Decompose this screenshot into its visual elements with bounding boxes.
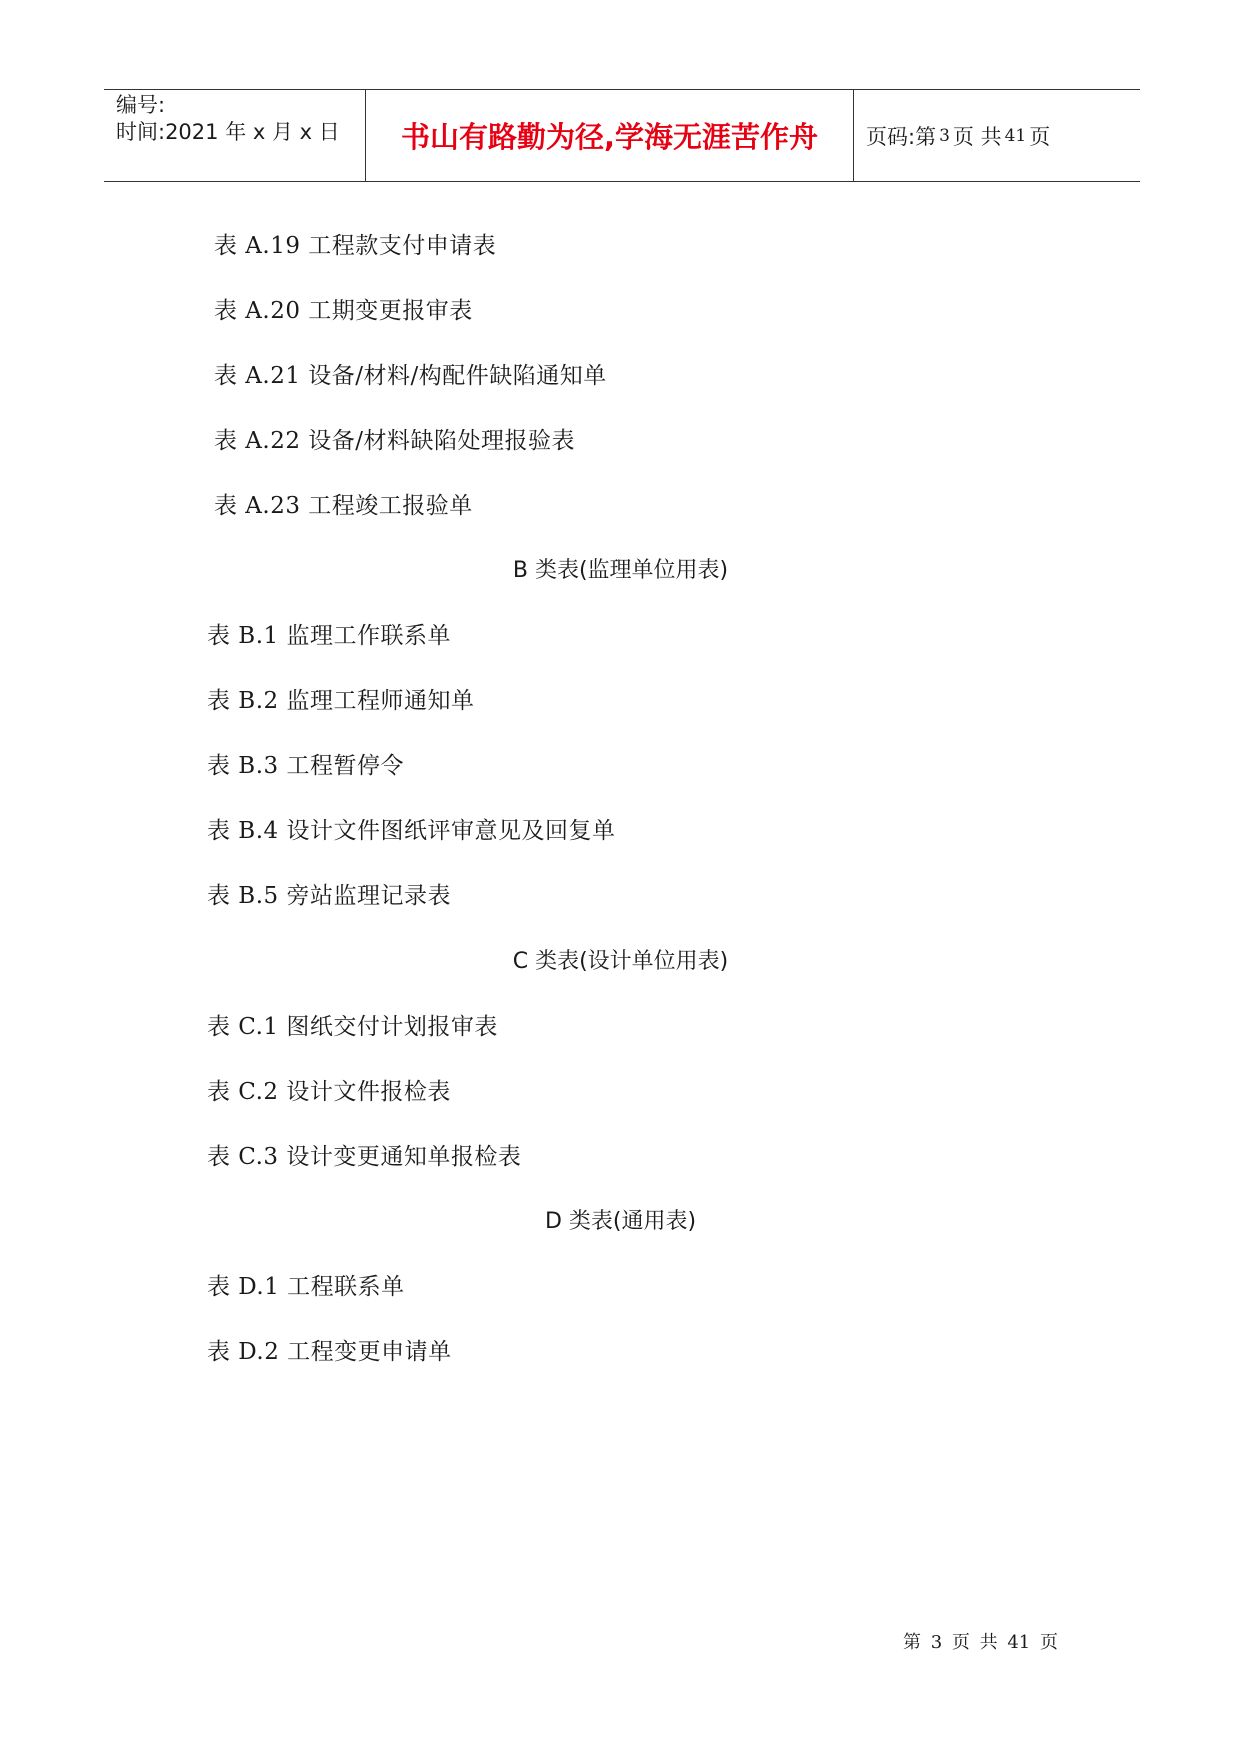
toc-item-b1: 表 B.1 监理工作联系单: [207, 623, 451, 649]
motto: 书山有路勤为径,学海无涯苦作舟: [400, 120, 819, 154]
toc-item-c2: 表 C.2 设计文件报检表: [207, 1079, 451, 1105]
toc-item-b5: 表 B.5 旁站监理记录表: [207, 883, 451, 909]
page-current: 3: [939, 125, 950, 146]
toc-item-a19: 表 A.19 工程款支付申请表: [214, 233, 497, 259]
header-motto-cell: [366, 90, 854, 181]
page-footer: 第 3 页 共 41 页: [903, 1632, 1058, 1653]
toc-item-a20: 表 A.20 工期变更报审表: [214, 298, 473, 324]
time-label: 时间:2021 年 x 月 x 日: [116, 120, 340, 144]
page-total: 41: [1004, 125, 1027, 146]
header-meta: [104, 90, 366, 181]
page-header: [104, 89, 1140, 182]
toc-item-a21: 表 A.21 设备/材料/构配件缺陷通知单: [214, 363, 607, 389]
toc-item-b4: 表 B.4 设计文件图纸评审意见及回复单: [207, 818, 616, 844]
section-heading-c: C 类表(设计单位用表): [512, 949, 729, 974]
toc-item-c1: 表 C.1 图纸交付计划报审表: [207, 1014, 498, 1040]
toc-item-d2: 表 D.2 工程变更申请单: [207, 1339, 452, 1365]
toc-item-b2: 表 B.2 监理工程师通知单: [207, 688, 475, 714]
toc-item-a23: 表 A.23 工程竣工报验单: [214, 493, 473, 519]
section-heading-b: B 类表(监理单位用表): [512, 558, 729, 583]
toc-item-c3: 表 C.3 设计变更通知单报检表: [207, 1144, 522, 1170]
toc-item-a22: 表 A.22 设备/材料缺陷处理报验表: [214, 428, 576, 454]
page-suffix: 页: [1029, 124, 1051, 149]
number-label: 编号:: [116, 93, 166, 117]
page-mid: 页 共: [952, 124, 1002, 149]
toc-item-d1: 表 D.1 工程联系单: [207, 1274, 405, 1300]
page-prefix: 页码:第: [866, 124, 937, 149]
section-heading-d: D 类表(通用表): [544, 1209, 697, 1234]
header-page-info: [854, 90, 1140, 181]
toc-item-b3: 表 B.3 工程暂停令: [207, 753, 404, 779]
